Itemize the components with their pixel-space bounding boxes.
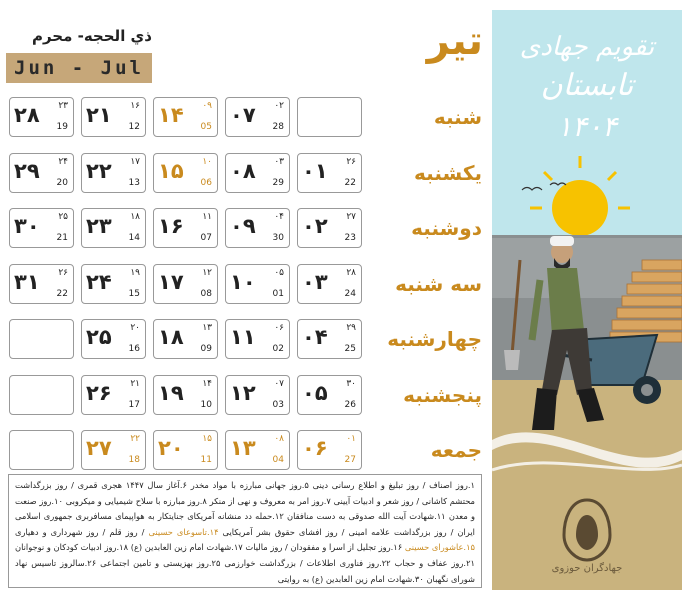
hijri-day-number: ۰۲ <box>274 101 284 111</box>
hijri-day-number: ۱۴ <box>202 379 212 389</box>
gregorian-day-number: 09 <box>200 344 212 354</box>
day-cell <box>153 264 218 304</box>
day-cell <box>225 375 290 415</box>
day-name: پنجشنبه <box>403 383 482 407</box>
day-cell <box>9 208 74 248</box>
hijri-day-number: ۱۲ <box>202 268 212 278</box>
gregorian-month-label: Jun - Jul <box>6 53 152 83</box>
persian-day-number: ۳۰ <box>14 214 40 238</box>
gregorian-day-number: 02 <box>272 344 284 354</box>
gregorian-day-number: 16 <box>128 344 140 354</box>
gregorian-day-number: 25 <box>344 344 356 354</box>
hijri-day-number: ۲۵ <box>58 212 68 222</box>
gregorian-day-number: 04 <box>272 455 284 465</box>
day-cell <box>153 430 218 470</box>
day-cell <box>225 153 290 193</box>
hijri-day-number: ۰۱ <box>346 434 356 444</box>
persian-day-number: ۲۲ <box>86 159 112 183</box>
persian-day-number: ۲۶ <box>86 381 112 405</box>
day-name: یکشنبه <box>414 161 482 185</box>
day-cell <box>225 264 290 304</box>
persian-day-number: ۰۲ <box>302 214 328 238</box>
gregorian-day-number: 12 <box>128 122 140 132</box>
gregorian-day-number: 22 <box>56 289 68 299</box>
hijri-day-number: ۲۸ <box>346 268 356 278</box>
hijri-day-number: ۲۶ <box>346 157 356 167</box>
persian-day-number: ۲۷ <box>86 436 112 460</box>
gregorian-day-number: 29 <box>272 178 284 188</box>
empty-day-cell <box>9 375 74 415</box>
day-cell <box>225 430 290 470</box>
gregorian-day-number: 11 <box>200 455 212 465</box>
empty-day-cell <box>297 97 362 137</box>
persian-day-number: ۰۹ <box>230 214 256 238</box>
empty-day-cell <box>9 319 74 359</box>
persian-day-number: ۱۵ <box>158 159 184 183</box>
hijri-day-number: ۱۵ <box>202 434 212 444</box>
persian-day-number: ۲۰ <box>158 436 184 460</box>
hijri-day-number: ۳۰ <box>346 379 356 389</box>
persian-day-number: ۱۴ <box>158 103 184 127</box>
day-cell <box>81 375 146 415</box>
day-cell <box>153 208 218 248</box>
gregorian-day-number: 27 <box>344 455 356 465</box>
persian-day-number: ۲۹ <box>14 159 40 183</box>
hijri-day-number: ۲۳ <box>58 101 68 111</box>
gregorian-day-number: 21 <box>56 233 68 243</box>
day-cell <box>81 319 146 359</box>
side-panel <box>492 10 682 590</box>
gregorian-day-number: 22 <box>344 178 356 188</box>
gregorian-day-number: 28 <box>272 122 284 132</box>
persian-day-number: ۱۲ <box>230 381 256 405</box>
hijri-day-number: ۰۸ <box>274 434 284 444</box>
gregorian-day-number: 13 <box>128 178 140 188</box>
gregorian-day-number: 06 <box>200 178 212 188</box>
day-cell <box>81 153 146 193</box>
day-cell <box>297 264 362 304</box>
hijri-day-number: ۱۳ <box>202 323 212 333</box>
persian-day-number: ۰۳ <box>302 270 328 294</box>
gregorian-day-number: 07 <box>200 233 212 243</box>
day-cell <box>153 153 218 193</box>
hijri-day-number: ۱۱ <box>202 212 212 222</box>
notes-part-3: ۱۶.روز تجلیل از اسرا و مفقودان / روز مالیات ۱۷.شهادت امام زین العابدین (ع) ۱۸.روز ادبیات کودکان و نوجوانان ۲۱.روز عفاف و حجاب ۲۲.روز فناوری اطلاعات / بزرگداشت خوارزمی ۲۵.روز بهزیستی و تامین اجتماعی ۲۶.سالروز تاسیس نهاد شورای نگهبان ۳۰.شهادت امام زین العابدین (ع) به روایتی <box>15 542 475 584</box>
day-cell <box>81 208 146 248</box>
hijri-day-number: ۲۹ <box>346 323 356 333</box>
persian-day-number: ۲۳ <box>86 214 112 238</box>
gregorian-day-number: 15 <box>128 289 140 299</box>
notes-part-2: / روز قلم / روز شهرداری و دهیاری <box>15 526 145 537</box>
gregorian-day-number: 26 <box>344 400 356 410</box>
gregorian-day-number: 08 <box>200 289 212 299</box>
day-cell <box>153 375 218 415</box>
hijri-day-number: ۰۳ <box>274 157 284 167</box>
day-name: جمعه <box>430 438 482 462</box>
day-name: دوشنبه <box>411 216 482 240</box>
persian-day-number: ۳۱ <box>14 270 40 294</box>
notes-part-1: ۱.روز اصناف / روز تبلیغ و اطلاع رسانی دینی ۵.روز جهانی مبارزه با مواد مخدر ۶.آغاز سال ۱۴۴۷ هجری قمری / روز بزرگداشت محتشم کاشانی / روز شعر و ادبیات آیینی ۷.روز امر به معروف و نهی از منکر ۸.روز مبارزه با سلاح شیمیایی و میکروبی ۱۰.روز صنعت و معدن ۱۱.شهادت آیت الله صدوقی به دست منافقان ۱۲.حمله دد منشانه آمریکای جنایتکار به هواپیمای مسافربری جمهوری اسلامی ایران / روز بزرگداشت علامه امینی / روز افشای حقوق بشر آمریکایی <box>15 480 475 537</box>
persian-day-number: ۲۱ <box>86 103 112 127</box>
logo-text: جهادگران حوزوی <box>551 563 623 574</box>
hijri-day-number: ۰۴ <box>274 212 284 222</box>
hijri-day-number: ۰۵ <box>274 268 284 278</box>
side-year: ۱۴۰۴ <box>556 110 618 143</box>
persian-day-number: ۰۵ <box>302 381 328 405</box>
persian-day-number: ۱۰ <box>230 270 256 294</box>
day-cell <box>81 430 146 470</box>
side-title-line1: تقویم جهادی <box>519 32 655 62</box>
persian-day-number: ۲۸ <box>14 103 40 127</box>
hijri-day-number: ۲۷ <box>346 212 356 222</box>
day-cell <box>9 97 74 137</box>
hijri-day-number: ۱۸ <box>130 212 140 222</box>
occasions-notes <box>8 474 482 588</box>
gregorian-day-number: 24 <box>344 289 356 299</box>
day-cell <box>297 208 362 248</box>
day-cell <box>297 319 362 359</box>
gregorian-day-number: 14 <box>128 233 140 243</box>
notes-highlight-ashura: ۱۵.عاشورای حسینی <box>404 542 475 553</box>
gregorian-day-number: 19 <box>56 122 68 132</box>
gregorian-day-number: 18 <box>128 455 140 465</box>
notes-highlight-tasua: ۱۴.تاسوعای حسینی <box>148 526 219 537</box>
hijri-day-number: ۰۷ <box>274 379 284 389</box>
persian-day-number: ۲۵ <box>86 325 112 349</box>
persian-day-number: ۱۳ <box>230 436 256 460</box>
day-name: شنبه <box>433 105 482 129</box>
day-cell <box>81 97 146 137</box>
day-cell <box>225 208 290 248</box>
gregorian-day-number: 20 <box>56 178 68 188</box>
persian-day-number: ۲۴ <box>86 270 112 294</box>
side-title-line2: تابستان <box>540 68 634 103</box>
persian-day-number: ۱۸ <box>158 325 184 349</box>
hijri-day-number: ۱۶ <box>130 101 140 111</box>
persian-day-number: ۰۴ <box>302 325 328 349</box>
persian-day-number: ۰۶ <box>302 436 328 460</box>
hijri-day-number: ۲۴ <box>58 157 68 167</box>
day-cell <box>153 97 218 137</box>
gregorian-day-number: 03 <box>272 400 284 410</box>
hijri-day-number: ۱۰ <box>202 157 212 167</box>
month-title: تیر <box>426 18 483 64</box>
hijri-day-number: ۲۲ <box>130 434 140 444</box>
day-cell <box>297 375 362 415</box>
persian-day-number: ۰۸ <box>230 159 256 183</box>
day-cell <box>297 430 362 470</box>
hijri-day-number: ۱۹ <box>130 268 140 278</box>
persian-day-number: ۰۱ <box>302 159 328 183</box>
day-name: سه شنبه <box>395 272 482 296</box>
gregorian-day-number: 17 <box>128 400 140 410</box>
persian-day-number: ۱۱ <box>230 325 256 349</box>
gregorian-day-number: 23 <box>344 233 356 243</box>
persian-day-number: ۱۷ <box>158 270 184 294</box>
day-cell <box>81 264 146 304</box>
hijri-day-number: ۱۷ <box>130 157 140 167</box>
month-labels <box>6 22 152 85</box>
persian-day-number: ۰۷ <box>230 103 256 127</box>
empty-day-cell <box>9 430 74 470</box>
hijri-day-number: ۰۶ <box>274 323 284 333</box>
hijri-day-number: ۲۱ <box>130 379 140 389</box>
gregorian-day-number: 10 <box>200 400 212 410</box>
gregorian-day-number: 01 <box>272 289 284 299</box>
day-cell <box>225 97 290 137</box>
day-cell <box>153 319 218 359</box>
persian-day-number: ۱۹ <box>158 381 184 405</box>
day-cell <box>9 264 74 304</box>
hijri-day-number: ۲۰ <box>130 323 140 333</box>
day-cell <box>297 153 362 193</box>
day-cell <box>225 319 290 359</box>
hijri-day-number: ۲۶ <box>58 268 68 278</box>
day-cell <box>9 153 74 193</box>
gregorian-day-number: 05 <box>200 122 212 132</box>
persian-day-number: ۱۶ <box>158 214 184 238</box>
hijri-month-label: ذي الحجه- محرم <box>31 27 152 45</box>
gregorian-day-number: 30 <box>272 233 284 243</box>
day-name: چهارشنبه <box>387 327 482 351</box>
hijri-day-number: ۰۹ <box>202 101 212 111</box>
